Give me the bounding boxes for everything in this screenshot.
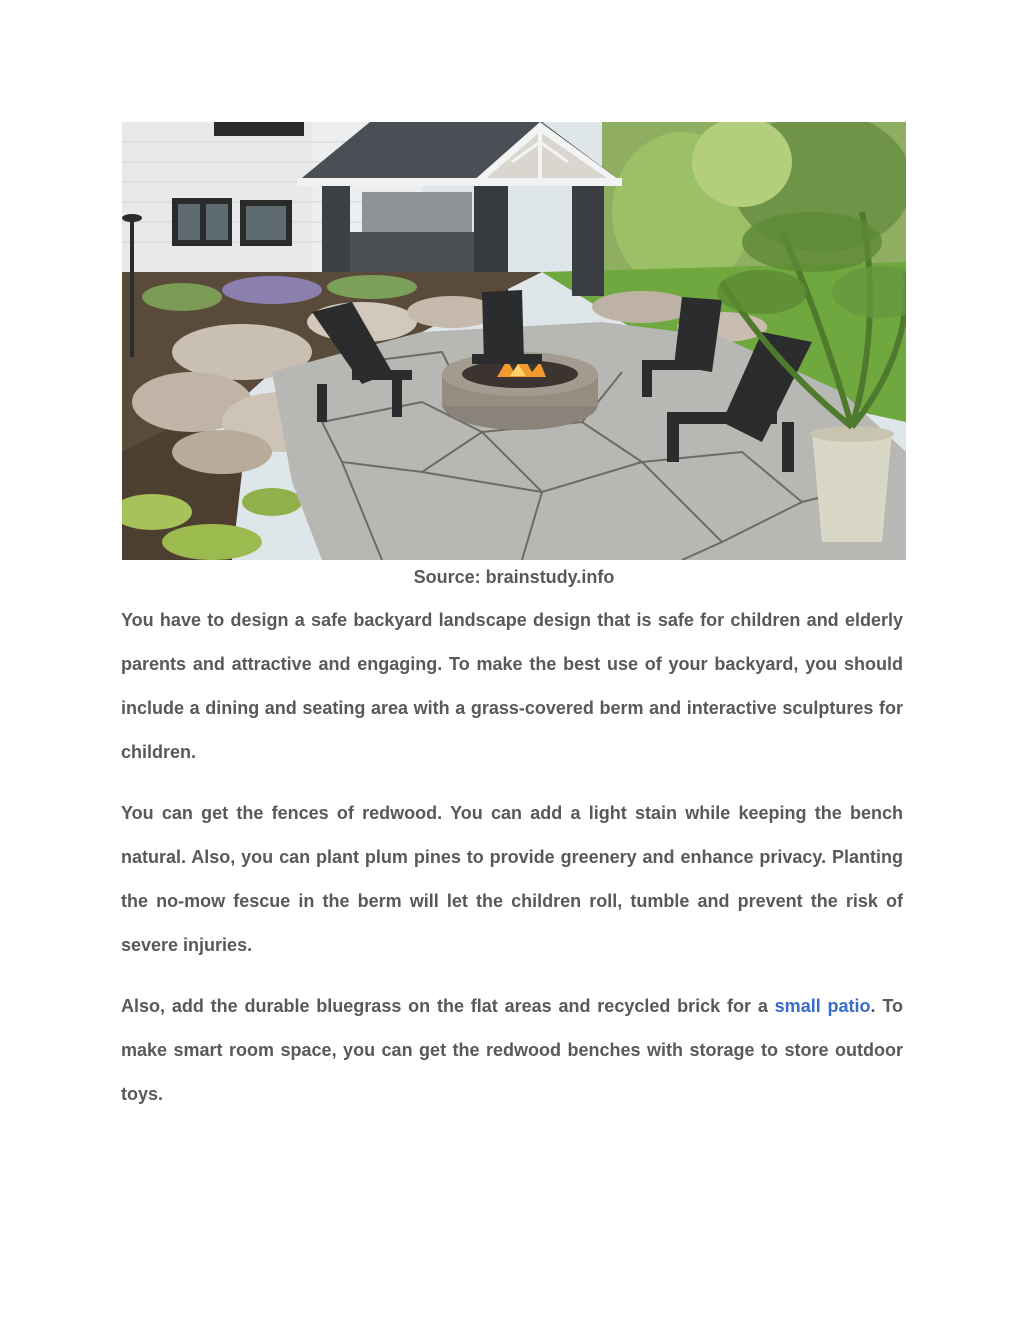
- paragraph-3-text-end: . To make smart room space, you can get the redwood benches with storage to store outdoor toys.: [121, 996, 904, 1104]
- paragraph-3-text-start: Also, add the durable bluegrass on the flat areas and recycled brick for a: [121, 996, 775, 1016]
- small-patio-link[interactable]: small patio: [774, 996, 871, 1016]
- paragraph-2: You can get the fences of redwood. You can add a light stain while keeping the bench natural. Also, you can plant plum pines to provide greenery and enhance privacy. Planting the no-mow fescue in the berm will let the children roll, tumble and prevent the risk of severe injuries.: [121, 803, 903, 955]
- image-caption: Source: brainstudy.info: [413, 567, 615, 587]
- patio-photo: [122, 122, 906, 560]
- paragraph-1: You have to design a safe backyard landscape design that is safe for children and elderly parents and attractive and engaging. To make the best use of your backyard, you should include a dining and seating area with a grass-covered berm and interactive sculptures for children.: [121, 610, 903, 762]
- paragraph-3: [121, 984, 903, 1116]
